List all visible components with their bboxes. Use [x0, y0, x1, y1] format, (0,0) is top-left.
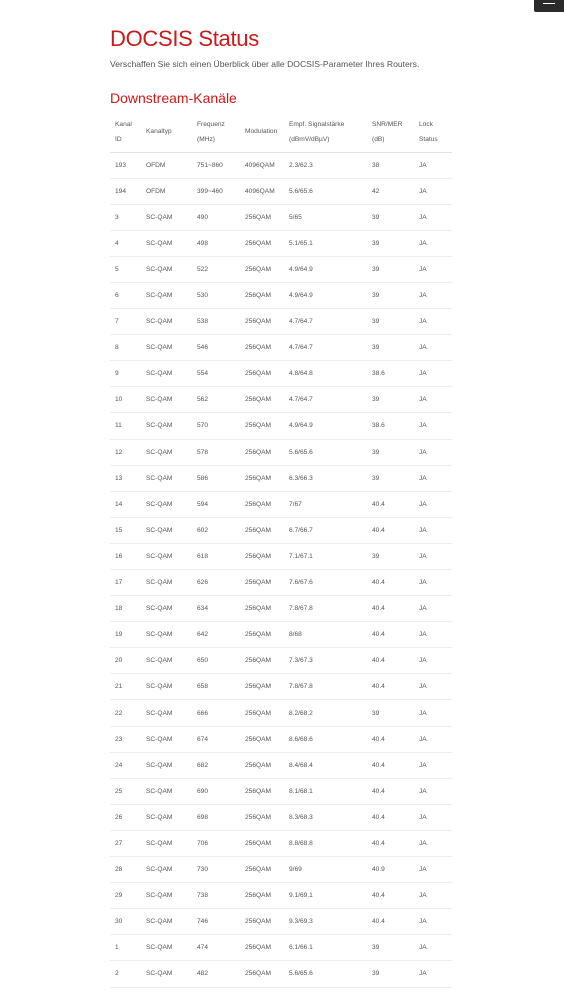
table-row: [110, 674, 452, 700]
cell-signalstaerke: 6.3/66.3: [284, 465, 367, 491]
table-row: [110, 361, 452, 387]
cell-modulation: 256QAM: [240, 883, 284, 909]
column-header-line: (dBmV/dBµV): [289, 135, 330, 143]
column-header-line: Kanal: [115, 120, 132, 128]
cell-snr-mer: 40.4: [367, 491, 414, 517]
cell-modulation: 256QAM: [240, 726, 284, 752]
cell-signalstaerke: 8.6/68.6: [284, 726, 367, 752]
cell-lock-status: JA: [414, 570, 452, 596]
cell-snr-mer: 40.4: [367, 570, 414, 596]
cell-snr-mer: 40.9: [367, 857, 414, 883]
column-header-line: Lock: [419, 120, 433, 128]
cell-frequenz: 706: [192, 830, 240, 856]
cell-signalstaerke: 7.1/67.1: [284, 543, 367, 569]
cell-kanaltyp: SC-QAM: [141, 413, 192, 439]
table-row: [110, 413, 452, 439]
cell-kanaltyp: SC-QAM: [141, 230, 192, 256]
cell-frequenz: 482: [192, 961, 240, 987]
cell-kanal-id: 21: [110, 674, 141, 700]
cell-modulation: 256QAM: [240, 778, 284, 804]
cell-modulation: 256QAM: [240, 700, 284, 726]
cell-modulation: 256QAM: [240, 282, 284, 308]
menu-button[interactable]: [534, 0, 564, 12]
cell-kanaltyp: SC-QAM: [141, 204, 192, 230]
table-row: [110, 726, 452, 752]
cell-frequenz: 751~860: [192, 152, 240, 178]
table-row: [110, 387, 452, 413]
cell-kanal-id: 27: [110, 830, 141, 856]
cell-signalstaerke: 5.6/65.6: [284, 439, 367, 465]
cell-snr-mer: 40.4: [367, 622, 414, 648]
cell-snr-mer: 40.4: [367, 909, 414, 935]
cell-kanaltyp: SC-QAM: [141, 700, 192, 726]
cell-kanal-id: 30: [110, 909, 141, 935]
cell-kanaltyp: SC-QAM: [141, 570, 192, 596]
cell-signalstaerke: 9.1/69.1: [284, 883, 367, 909]
table-row: [110, 517, 452, 543]
cell-lock-status: JA: [414, 804, 452, 830]
cell-kanaltyp: SC-QAM: [141, 726, 192, 752]
cell-frequenz: 690: [192, 778, 240, 804]
cell-lock-status: JA: [414, 857, 452, 883]
column-header-line: ID: [115, 135, 122, 143]
cell-kanal-id: 12: [110, 439, 141, 465]
cell-modulation: 256QAM: [240, 909, 284, 935]
cell-frequenz: 738: [192, 883, 240, 909]
cell-signalstaerke: 8.2/68.2: [284, 700, 367, 726]
cell-modulation: 256QAM: [240, 961, 284, 987]
cell-kanal-id: 6: [110, 282, 141, 308]
cell-frequenz: 746: [192, 909, 240, 935]
cell-signalstaerke: 7.6/67.6: [284, 570, 367, 596]
cell-kanaltyp: SC-QAM: [141, 439, 192, 465]
cell-lock-status: JA: [414, 256, 452, 282]
cell-kanal-id: 17: [110, 570, 141, 596]
table-row: [110, 178, 452, 204]
cell-kanal-id: 193: [110, 152, 141, 178]
cell-modulation: 256QAM: [240, 830, 284, 856]
cell-frequenz: 626: [192, 570, 240, 596]
cell-lock-status: JA: [414, 439, 452, 465]
cell-lock-status: JA: [414, 543, 452, 569]
cell-lock-status: JA: [414, 178, 452, 204]
table-row: [110, 256, 452, 282]
cell-modulation: 256QAM: [240, 335, 284, 361]
cell-snr-mer: 39: [367, 935, 414, 961]
cell-lock-status: JA: [414, 961, 452, 987]
cell-kanal-id: 10: [110, 387, 141, 413]
cell-kanaltyp: SC-QAM: [141, 935, 192, 961]
cell-frequenz: 474: [192, 935, 240, 961]
cell-signalstaerke: 4.9/64.9: [284, 282, 367, 308]
cell-frequenz: 554: [192, 361, 240, 387]
cell-kanal-id: 2: [110, 961, 141, 987]
cell-signalstaerke: 4.7/64.7: [284, 335, 367, 361]
table-row: [110, 282, 452, 308]
cell-kanaltyp: SC-QAM: [141, 909, 192, 935]
column-header-kanaltyp: [141, 112, 192, 152]
cell-kanal-id: 19: [110, 622, 141, 648]
cell-kanaltyp: OFDM: [141, 152, 192, 178]
cell-snr-mer: 40.4: [367, 778, 414, 804]
cell-kanaltyp: SC-QAM: [141, 961, 192, 987]
cell-kanaltyp: SC-QAM: [141, 543, 192, 569]
cell-kanal-id: 3: [110, 204, 141, 230]
cell-signalstaerke: 5/65: [284, 204, 367, 230]
section-title-downstream: Downstream-Kanäle: [110, 90, 237, 106]
cell-snr-mer: 40.4: [367, 726, 414, 752]
cell-kanal-id: 28: [110, 857, 141, 883]
cell-lock-status: JA: [414, 413, 452, 439]
cell-signalstaerke: 9/69: [284, 857, 367, 883]
cell-signalstaerke: 7.8/67.8: [284, 596, 367, 622]
cell-modulation: 256QAM: [240, 517, 284, 543]
cell-signalstaerke: 8/68: [284, 622, 367, 648]
cell-modulation: 256QAM: [240, 674, 284, 700]
cell-frequenz: 586: [192, 465, 240, 491]
cell-lock-status: JA: [414, 674, 452, 700]
cell-snr-mer: 40.4: [367, 752, 414, 778]
column-header-kanal-id: [110, 112, 141, 152]
cell-kanaltyp: SC-QAM: [141, 648, 192, 674]
cell-kanaltyp: OFDM: [141, 178, 192, 204]
cell-signalstaerke: 6.1/66.1: [284, 935, 367, 961]
cell-snr-mer: 40.4: [367, 804, 414, 830]
cell-lock-status: JA: [414, 517, 452, 543]
cell-frequenz: 498: [192, 230, 240, 256]
cell-kanaltyp: SC-QAM: [141, 256, 192, 282]
cell-signalstaerke: 5.6/65.6: [284, 178, 367, 204]
cell-lock-status: JA: [414, 387, 452, 413]
table-row: [110, 700, 452, 726]
cell-signalstaerke: 5.6/65.6: [284, 961, 367, 987]
table-row: [110, 439, 452, 465]
page-subtitle: Verschaffen Sie sich einen Überblick über alle DOCSIS-Parameter Ihres Routers.: [110, 59, 420, 69]
cell-kanaltyp: SC-QAM: [141, 674, 192, 700]
table-row: [110, 152, 452, 178]
cell-signalstaerke: 4.7/64.7: [284, 309, 367, 335]
cell-kanal-id: 5: [110, 256, 141, 282]
cell-lock-status: JA: [414, 726, 452, 752]
cell-kanal-id: 9: [110, 361, 141, 387]
cell-kanal-id: 18: [110, 596, 141, 622]
table-row: [110, 309, 452, 335]
cell-kanal-id: 14: [110, 491, 141, 517]
cell-signalstaerke: 9.3/69.3: [284, 909, 367, 935]
cell-kanal-id: 4: [110, 230, 141, 256]
cell-snr-mer: 40.4: [367, 517, 414, 543]
cell-snr-mer: 39: [367, 961, 414, 987]
table-row: [110, 935, 452, 961]
cell-snr-mer: 39: [367, 387, 414, 413]
cell-modulation: 256QAM: [240, 413, 284, 439]
cell-kanal-id: 194: [110, 178, 141, 204]
cell-kanal-id: 1: [110, 935, 141, 961]
cell-frequenz: 538: [192, 309, 240, 335]
cell-signalstaerke: 6.7/66.7: [284, 517, 367, 543]
cell-signalstaerke: 5.1/65.1: [284, 230, 367, 256]
cell-modulation: 256QAM: [240, 752, 284, 778]
cell-frequenz: 522: [192, 256, 240, 282]
cell-modulation: 256QAM: [240, 361, 284, 387]
cell-lock-status: JA: [414, 622, 452, 648]
column-header-snr-mer: [367, 112, 414, 152]
cell-snr-mer: 39: [367, 439, 414, 465]
cell-modulation: 256QAM: [240, 596, 284, 622]
cell-frequenz: 658: [192, 674, 240, 700]
cell-signalstaerke: 4.9/64.9: [284, 256, 367, 282]
cell-kanal-id: 25: [110, 778, 141, 804]
cell-snr-mer: 39: [367, 256, 414, 282]
cell-lock-status: JA: [414, 309, 452, 335]
column-header-signalstaerke: [284, 112, 367, 152]
cell-frequenz: 666: [192, 700, 240, 726]
cell-kanal-id: 15: [110, 517, 141, 543]
column-header-frequenz: [192, 112, 240, 152]
cell-modulation: 256QAM: [240, 439, 284, 465]
table-header-row: [110, 112, 452, 152]
table-row: [110, 752, 452, 778]
cell-kanal-id: 24: [110, 752, 141, 778]
table-row: [110, 778, 452, 804]
cell-lock-status: JA: [414, 883, 452, 909]
cell-modulation: 256QAM: [240, 648, 284, 674]
cell-kanal-id: 11: [110, 413, 141, 439]
cell-snr-mer: 39: [367, 335, 414, 361]
cell-modulation: 256QAM: [240, 204, 284, 230]
cell-frequenz: 570: [192, 413, 240, 439]
cell-snr-mer: 38.6: [367, 361, 414, 387]
cell-modulation: 256QAM: [240, 309, 284, 335]
column-header-line: SNR/MER: [372, 120, 403, 128]
cell-lock-status: JA: [414, 335, 452, 361]
cell-signalstaerke: 7.3/67.3: [284, 648, 367, 674]
cell-snr-mer: 38.6: [367, 413, 414, 439]
cell-snr-mer: 40.4: [367, 883, 414, 909]
cell-snr-mer: 40.4: [367, 596, 414, 622]
cell-kanaltyp: SC-QAM: [141, 596, 192, 622]
cell-lock-status: JA: [414, 465, 452, 491]
cell-lock-status: JA: [414, 648, 452, 674]
table-row: [110, 883, 452, 909]
cell-lock-status: JA: [414, 700, 452, 726]
cell-modulation: 256QAM: [240, 230, 284, 256]
cell-modulation: 4096QAM: [240, 178, 284, 204]
cell-frequenz: 594: [192, 491, 240, 517]
table-row: [110, 204, 452, 230]
cell-kanaltyp: SC-QAM: [141, 830, 192, 856]
cell-kanal-id: 20: [110, 648, 141, 674]
cell-kanal-id: 7: [110, 309, 141, 335]
column-header-line: Modulation: [245, 128, 278, 136]
cell-lock-status: JA: [414, 361, 452, 387]
table-row: [110, 804, 452, 830]
cell-kanaltyp: SC-QAM: [141, 491, 192, 517]
downstream-channels-table: [110, 112, 452, 988]
cell-modulation: 256QAM: [240, 935, 284, 961]
cell-kanaltyp: SC-QAM: [141, 282, 192, 308]
cell-frequenz: 650: [192, 648, 240, 674]
cell-frequenz: 674: [192, 726, 240, 752]
cell-signalstaerke: 4.7/64.7: [284, 387, 367, 413]
cell-lock-status: JA: [414, 596, 452, 622]
column-header-modulation: [240, 112, 284, 152]
cell-kanaltyp: SC-QAM: [141, 804, 192, 830]
cell-signalstaerke: 8.4/68.4: [284, 752, 367, 778]
cell-frequenz: 634: [192, 596, 240, 622]
menu-icon: [543, 3, 555, 4]
cell-kanal-id: 13: [110, 465, 141, 491]
cell-modulation: 256QAM: [240, 570, 284, 596]
cell-kanal-id: 8: [110, 335, 141, 361]
cell-snr-mer: 40.4: [367, 674, 414, 700]
cell-lock-status: JA: [414, 909, 452, 935]
cell-frequenz: 578: [192, 439, 240, 465]
cell-frequenz: 602: [192, 517, 240, 543]
cell-kanaltyp: SC-QAM: [141, 387, 192, 413]
cell-snr-mer: 39: [367, 230, 414, 256]
table-row: [110, 830, 452, 856]
cell-frequenz: 490: [192, 204, 240, 230]
cell-signalstaerke: 7.8/67.8: [284, 674, 367, 700]
cell-snr-mer: 42: [367, 178, 414, 204]
cell-modulation: 256QAM: [240, 804, 284, 830]
cell-lock-status: JA: [414, 778, 452, 804]
cell-snr-mer: 39: [367, 700, 414, 726]
column-header-line: (dB): [372, 135, 385, 143]
table-row: [110, 570, 452, 596]
table-row: [110, 857, 452, 883]
cell-lock-status: JA: [414, 152, 452, 178]
cell-snr-mer: 39: [367, 282, 414, 308]
cell-kanaltyp: SC-QAM: [141, 883, 192, 909]
table-row: [110, 961, 452, 987]
cell-frequenz: 618: [192, 543, 240, 569]
cell-lock-status: JA: [414, 935, 452, 961]
column-header-line: Frequenz: [197, 120, 225, 128]
cell-snr-mer: 38: [367, 152, 414, 178]
cell-kanaltyp: SC-QAM: [141, 361, 192, 387]
cell-kanal-id: 16: [110, 543, 141, 569]
table-row: [110, 491, 452, 517]
cell-modulation: 256QAM: [240, 543, 284, 569]
column-header-line: Status: [419, 135, 438, 143]
cell-kanaltyp: SC-QAM: [141, 857, 192, 883]
cell-signalstaerke: 8.8/68.8: [284, 830, 367, 856]
cell-kanaltyp: SC-QAM: [141, 465, 192, 491]
cell-kanaltyp: SC-QAM: [141, 517, 192, 543]
cell-frequenz: 530: [192, 282, 240, 308]
cell-kanaltyp: SC-QAM: [141, 752, 192, 778]
cell-signalstaerke: 7/67: [284, 491, 367, 517]
cell-signalstaerke: 8.1/68.1: [284, 778, 367, 804]
cell-kanaltyp: SC-QAM: [141, 309, 192, 335]
cell-snr-mer: 39: [367, 465, 414, 491]
cell-snr-mer: 40.4: [367, 648, 414, 674]
table-row: [110, 596, 452, 622]
cell-snr-mer: 39: [367, 543, 414, 569]
cell-kanaltyp: SC-QAM: [141, 335, 192, 361]
column-header-line: (MHz): [197, 135, 215, 143]
table-row: [110, 230, 452, 256]
table-row: [110, 622, 452, 648]
table-row: [110, 335, 452, 361]
cell-modulation: 256QAM: [240, 465, 284, 491]
cell-snr-mer: 39: [367, 309, 414, 335]
cell-modulation: 256QAM: [240, 387, 284, 413]
cell-modulation: 256QAM: [240, 491, 284, 517]
cell-lock-status: JA: [414, 752, 452, 778]
cell-kanal-id: 23: [110, 726, 141, 752]
cell-kanal-id: 29: [110, 883, 141, 909]
cell-frequenz: 682: [192, 752, 240, 778]
cell-modulation: 256QAM: [240, 857, 284, 883]
cell-frequenz: 546: [192, 335, 240, 361]
cell-modulation: 4096QAM: [240, 152, 284, 178]
column-header-line: Empf. Signalstärke: [289, 120, 345, 128]
cell-lock-status: JA: [414, 230, 452, 256]
cell-frequenz: 698: [192, 804, 240, 830]
cell-signalstaerke: 2.3/62.3: [284, 152, 367, 178]
cell-signalstaerke: 8.3/68.3: [284, 804, 367, 830]
column-header-line: Kanaltyp: [146, 128, 172, 136]
table-row: [110, 543, 452, 569]
cell-kanal-id: 22: [110, 700, 141, 726]
cell-snr-mer: 40.4: [367, 830, 414, 856]
cell-signalstaerke: 4.8/64.8: [284, 361, 367, 387]
cell-frequenz: 642: [192, 622, 240, 648]
cell-signalstaerke: 4.9/64.9: [284, 413, 367, 439]
cell-snr-mer: 39: [367, 204, 414, 230]
table-row: [110, 909, 452, 935]
column-header-lock-status: [414, 112, 452, 152]
cell-kanal-id: 26: [110, 804, 141, 830]
table-row: [110, 648, 452, 674]
table-body: [110, 152, 452, 987]
cell-lock-status: JA: [414, 282, 452, 308]
table-row: [110, 465, 452, 491]
cell-lock-status: JA: [414, 204, 452, 230]
cell-modulation: 256QAM: [240, 256, 284, 282]
cell-frequenz: 399~460: [192, 178, 240, 204]
cell-frequenz: 562: [192, 387, 240, 413]
cell-modulation: 256QAM: [240, 622, 284, 648]
cell-lock-status: JA: [414, 830, 452, 856]
cell-kanaltyp: SC-QAM: [141, 622, 192, 648]
page-title: DOCSIS Status: [110, 26, 259, 51]
cell-kanaltyp: SC-QAM: [141, 778, 192, 804]
cell-frequenz: 730: [192, 857, 240, 883]
cell-lock-status: JA: [414, 491, 452, 517]
